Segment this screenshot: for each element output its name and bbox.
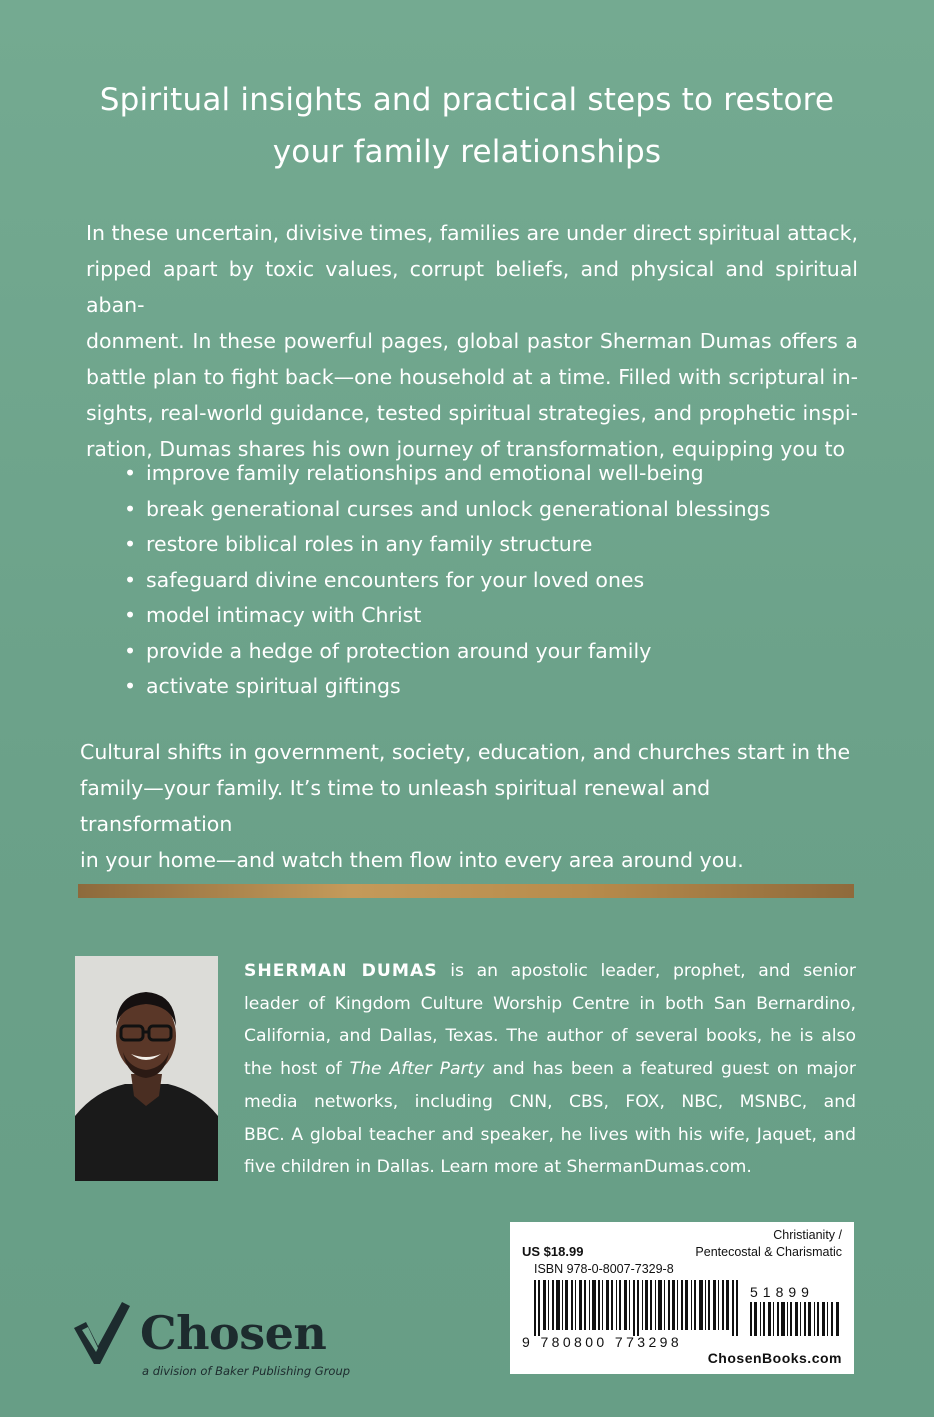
list-item <box>124 598 844 634</box>
bio-line: California, and Dallas, Texas. The author of several books, he is also <box>244 1026 856 1047</box>
author-name: SHERMAN DUMAS <box>244 961 438 981</box>
intro-paragraph <box>86 215 858 467</box>
closing-line: Cultural shifts in government, society, education, and churches start in the <box>80 740 851 764</box>
list-item-text: model intimacy with Christ <box>146 603 422 627</box>
publisher-logo <box>72 1296 372 1386</box>
ean-barcode-icon <box>534 1280 744 1336</box>
bullet-marker: • <box>124 461 137 485</box>
show-title: The After Party <box>349 1059 485 1080</box>
bullet-marker: • <box>124 496 137 521</box>
intro-line: In these uncertain, divisive times, families are under direct spiritual attack, <box>86 221 858 245</box>
list-item-text: break generational curses and unlock generational blessings <box>146 496 771 521</box>
list-item <box>124 563 844 599</box>
price-label: US $18.99 <box>522 1244 584 1259</box>
list-item <box>124 527 844 563</box>
category-line-1: Christianity / <box>773 1228 842 1242</box>
publisher-name: Chosen <box>140 1306 327 1360</box>
intro-line: donment. In these powerful pages, global pastor Sherman Dumas offers a <box>86 329 858 353</box>
list-item <box>124 634 844 670</box>
headline-line-1: Spiritual insights and practical steps to restore <box>99 82 835 118</box>
closing-paragraph <box>80 734 858 878</box>
publisher-tagline: a division of Baker Publishing Group <box>142 1364 351 1378</box>
bullet-marker: • <box>124 567 137 592</box>
bullet-marker: • <box>124 638 137 663</box>
intro-line: battle plan to fight back—one household at a time. Filled with scriptural in- <box>86 365 858 389</box>
publisher-url: ChosenBooks.com <box>707 1350 842 1366</box>
bio-text: and has been a featured guest on major <box>484 1059 856 1080</box>
author-bio <box>244 955 856 1184</box>
isbn-label: ISBN 978-0-8007-7329-8 <box>534 1262 674 1276</box>
intro-line: sights, real-world guidance, tested spiritual strategies, and prophetic inspi- <box>86 401 858 425</box>
barcode-panel <box>510 1222 854 1374</box>
price-barcode-icon <box>750 1302 842 1336</box>
intro-line: ration, Dumas shares his own journey of transformation, equipping you to <box>86 437 846 461</box>
price-code: 51899 <box>750 1284 814 1300</box>
chosen-checkmark-icon <box>72 1300 132 1366</box>
list-item <box>124 669 844 705</box>
bullet-marker: • <box>124 674 137 698</box>
bio-line: leader of Kingdom Culture Worship Centre in both San Bernardino, <box>244 993 856 1014</box>
author-photo <box>75 956 218 1181</box>
list-item <box>124 456 844 492</box>
headline <box>60 74 874 178</box>
list-item-text: activate spiritual giftings <box>146 674 401 698</box>
bio-line <box>244 955 856 988</box>
list-item-text: restore biblical roles in any family structure <box>146 532 593 556</box>
bio-line: BBC. A global teacher and speaker, he lives with his wife, Jaquet, and <box>244 1124 856 1145</box>
bullet-marker: • <box>124 603 137 627</box>
gold-divider <box>78 884 854 898</box>
closing-line: family—your family. It’s time to unleash spiritual renewal and transformation <box>80 776 711 836</box>
list-item-text: safeguard divine encounters for your loved ones <box>146 567 645 592</box>
intro-line: ripped apart by toxic values, corrupt beliefs, and physical and spiritual aban- <box>86 257 858 317</box>
bio-line: five children in Dallas. Learn more at ShermanDumas.com. <box>244 1157 752 1178</box>
benefit-list <box>124 456 844 705</box>
headline-line-2: your family relationships <box>272 134 662 170</box>
bio-line <box>244 1053 856 1086</box>
closing-line: in your home—and watch them flow into every area around you. <box>80 848 744 872</box>
bio-text: is an apostolic leader, prophet, and senior <box>437 961 856 981</box>
bio-text: the host of <box>244 1059 350 1080</box>
bio-line: media networks, including CNN, CBS, FOX, NBC, MSNBC, and <box>244 1091 856 1112</box>
bullet-marker: • <box>124 532 137 556</box>
category-line-2: Pentecostal & Charismatic <box>695 1245 842 1259</box>
author-portrait-icon <box>75 956 218 1181</box>
ean-number: 9 780800 773298 <box>522 1334 682 1350</box>
list-item-text: provide a hedge of protection around your family <box>146 638 652 663</box>
list-item-text: improve family relationships and emotional well-being <box>146 461 704 485</box>
list-item <box>124 492 844 528</box>
